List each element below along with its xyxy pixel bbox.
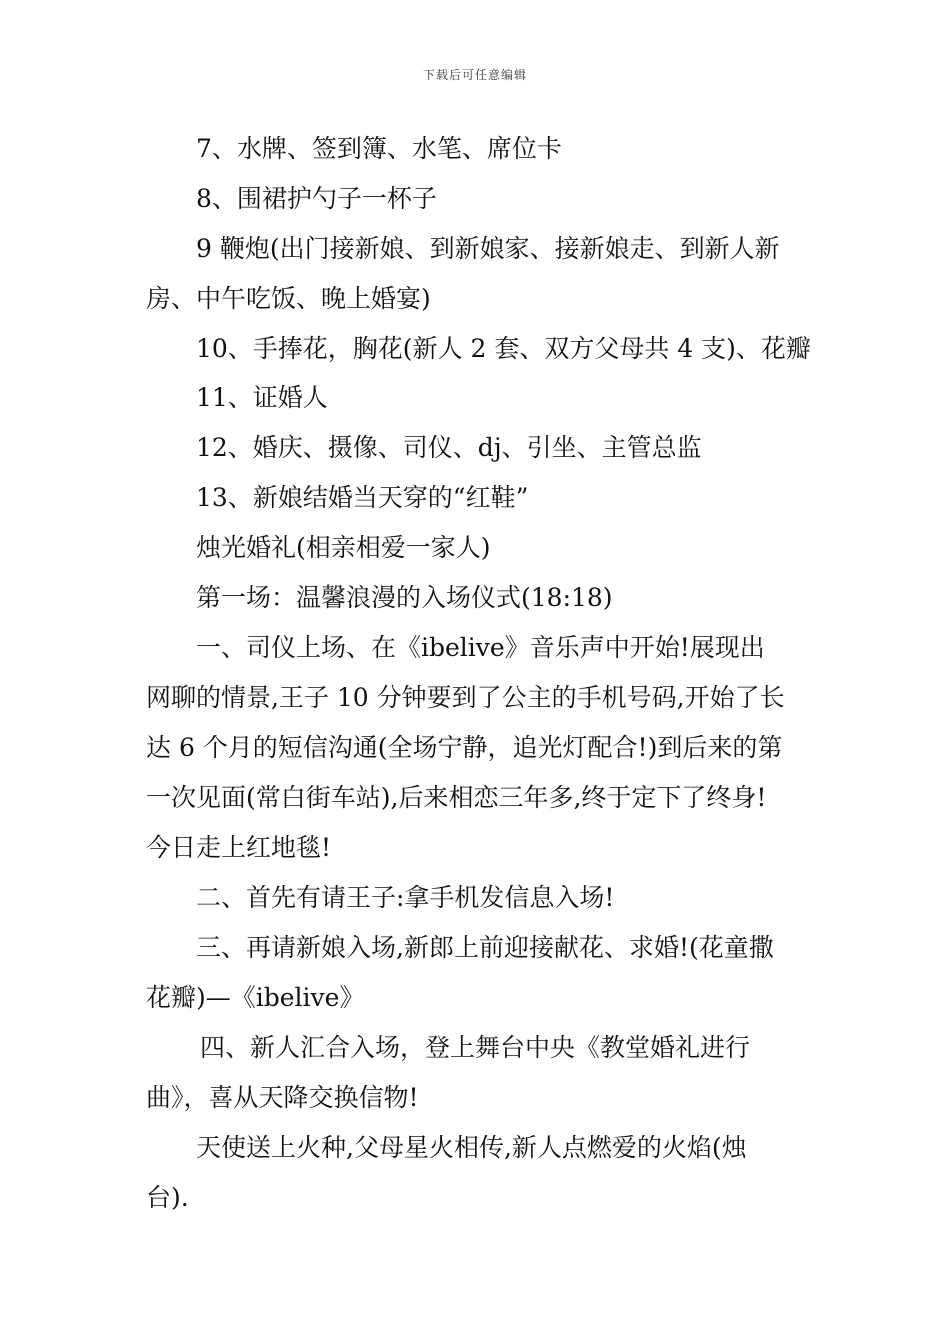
list-item-8: 8、围裙护勺子一杯子 bbox=[196, 184, 437, 213]
paragraph-1-line-1: 一、司仪上场、在《ibelive》音乐声中开始!展现出 bbox=[196, 633, 765, 662]
list-item-11: 11、证婚人 bbox=[196, 383, 328, 412]
paragraph-1-line-3: 达 6 个月的短信沟通(全场宁静，追光灯配合!)到后来的第 bbox=[146, 733, 783, 762]
list-item-9: 9 鞭炮(出门接新娘、到新娘家、接新娘走、到新人新 bbox=[196, 234, 780, 263]
paragraph-1-line-5: 今日走上红地毯! bbox=[146, 833, 332, 862]
list-item-7: 7、水牌、签到簿、水笔、席位卡 bbox=[196, 134, 562, 163]
paragraph-4-line-1: 四、新人汇合入场，登上舞台中央《教堂婚礼进行 bbox=[200, 1033, 751, 1062]
paragraph-3-line-1: 三、再请新娘入场,新郎上前迎接献花、求婚!(花童撒 bbox=[196, 933, 774, 962]
paragraph-2: 二、首先有请王子:拿手机发信息入场! bbox=[196, 883, 615, 912]
list-item-12: 12、婚庆、摄像、司仪、dj、引坐、主管总监 bbox=[196, 433, 702, 462]
scene-heading: 第一场：温馨浪漫的入场仪式(18:18) bbox=[196, 583, 613, 612]
list-item-13: 13、新娘结婚当天穿的“红鞋” bbox=[196, 483, 529, 512]
paragraph-1-line-4: 一次见面(常白街车站),后来相恋三年多,终于定下了终身! bbox=[146, 783, 767, 812]
page-header: 下载后可任意编辑 bbox=[422, 68, 527, 82]
list-item-10: 10、手捧花，胸花(新人 2 套、双方父母共 4 支)、花瓣 bbox=[196, 334, 811, 363]
paragraph-5-line-1: 天使送上火种,父母星火相传,新人点燃爱的火焰(烛 bbox=[196, 1133, 747, 1162]
section-title: 烛光婚礼(相亲相爱一家人) bbox=[196, 533, 491, 562]
paragraph-5-line-2: 台). bbox=[146, 1183, 189, 1212]
list-item-9-cont: 房、中午吃饭、晚上婚宴) bbox=[146, 284, 431, 313]
paragraph-3-line-2: 花瓣)—《ibelive》 bbox=[146, 983, 365, 1012]
paragraph-1-line-2: 网聊的情景,王子 10 分钟要到了公主的手机号码,开始了长 bbox=[146, 683, 785, 712]
paragraph-4-line-2: 曲》，喜从天降交换信物! bbox=[146, 1083, 419, 1112]
